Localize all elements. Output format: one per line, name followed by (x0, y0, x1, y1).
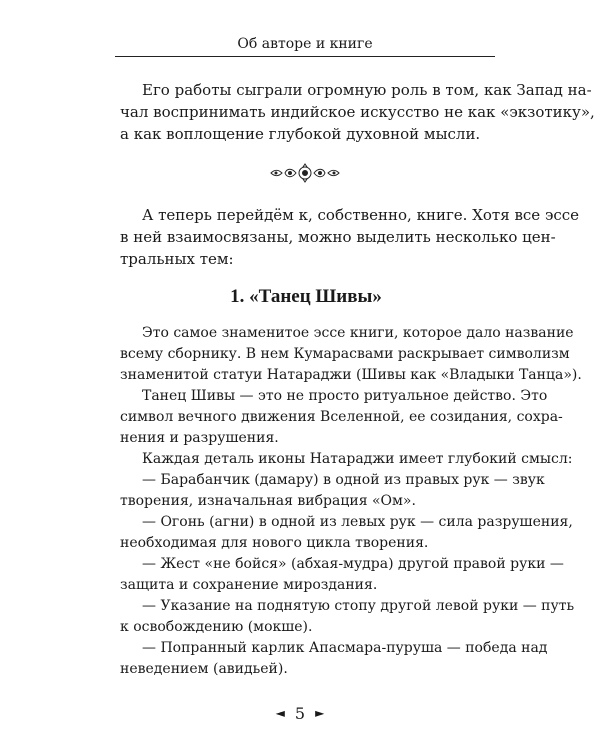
list-item-line: необходимая для нового цикла творения. (120, 535, 429, 551)
text-line: нения и разрушения. (120, 430, 279, 446)
text-line: всему сборнику. В нем Кумарасвами раскрывает символизм (120, 346, 570, 362)
list-item-line: защита и сохранение мироздания. (120, 577, 378, 593)
transition-paragraph (120, 204, 580, 270)
list-item-line: — Указание на поднятую стопу другой левой руки — путь (142, 598, 575, 614)
text-line: тральных тем: (120, 250, 234, 268)
text-line: а как воплощение глубокой духовной мысли. (120, 125, 481, 143)
list-item-line: — Жест «не бойся» (абхая-мудра) другой правой руки — (142, 556, 564, 572)
text-line: Танец Шивы — это не просто ритуальное действо. Это (142, 388, 548, 404)
section-title: 1. «Танец Шивы» (230, 286, 382, 307)
text-line: А теперь перейдём к, собственно, книге. Хотя все эссе (142, 206, 580, 224)
list-item-line: к освобождению (мокше). (120, 619, 313, 635)
text-line: в ней взаимосвязаны, можно выделить несколько цен- (120, 228, 556, 246)
text-line: Это самое знаменитое эссе книги, которое дало название (142, 325, 574, 341)
intro-paragraph (120, 79, 595, 145)
text-line: символ вечного движения Вселенной, ее созидания, сохра- (120, 409, 563, 425)
list-item-line: неведением (авидьей). (120, 661, 288, 677)
lotus-ornament-icon (268, 163, 342, 183)
page-footer (0, 704, 600, 723)
header-rule (115, 56, 495, 57)
section-body (120, 323, 582, 680)
list-item-line: — Огонь (агни) в одной из левых рук — сила разрушения, (142, 514, 573, 530)
list-item-line: — Попранный карлик Апасмара-пуруша — победа над (142, 640, 548, 656)
text-line: Его работы сыграли огромную роль в том, как Запад на- (142, 81, 592, 99)
text-line: чал воспринимать индийское искусство не как «экзотику», (120, 103, 595, 121)
arrow-left-icon: ◄ (275, 706, 285, 720)
running-header: Об авторе и книге (237, 36, 373, 52)
page-number: 5 (294, 704, 306, 723)
list-item-line: — Барабанчик (дамару) в одной из правых рук — звук (142, 472, 545, 488)
text-line: знаменитой статуи Натараджи (Шивы как «Владыки Танца»). (120, 367, 582, 383)
arrow-right-icon: ► (315, 706, 325, 720)
list-item-line: творения, изначальная вибрация «Ом». (120, 493, 416, 509)
text-line: Каждая деталь иконы Натараджи имеет глубокий смысл: (142, 451, 573, 467)
